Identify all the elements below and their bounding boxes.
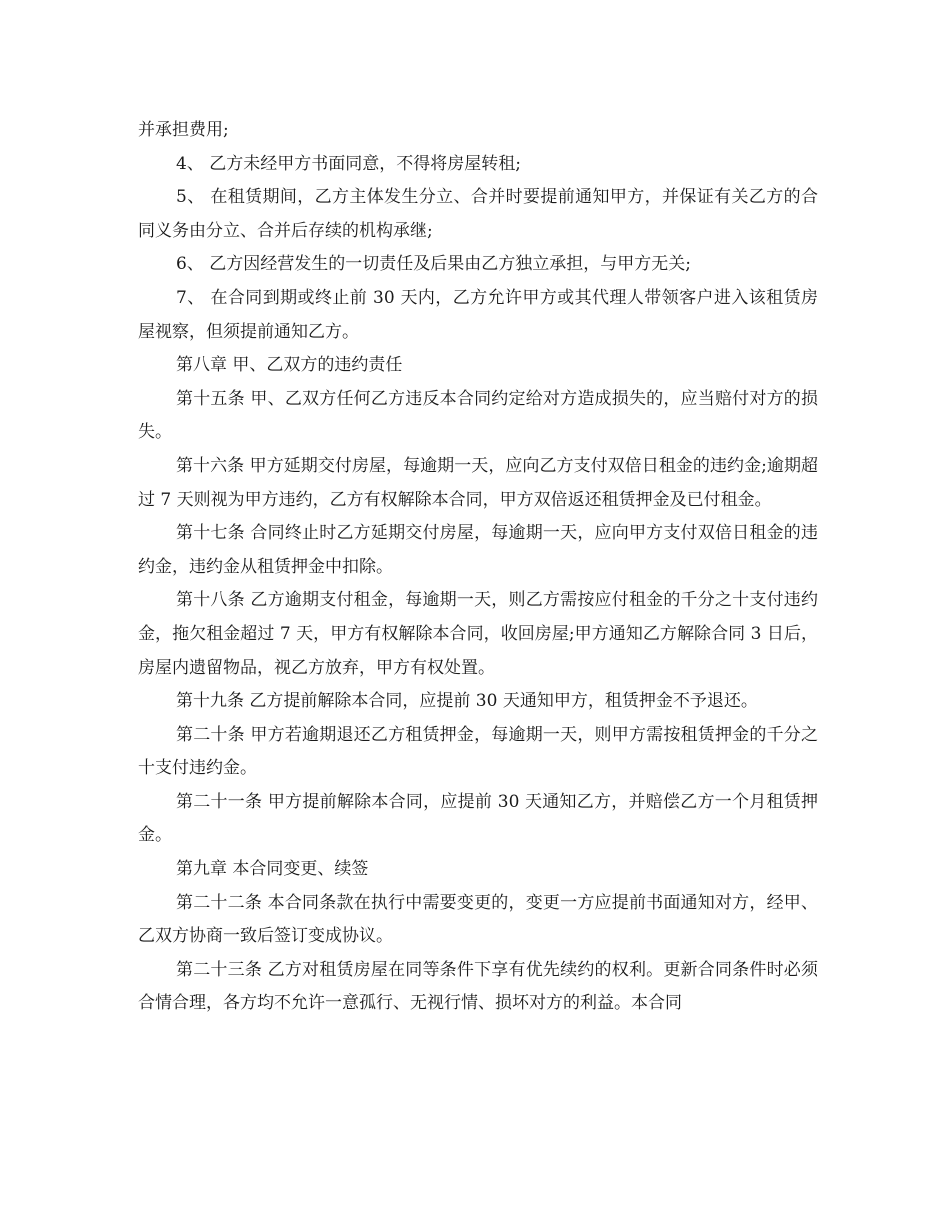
article-15: 第十五条 甲、乙双方任何乙方违反本合同约定给对方造成损失的，应当赔付对方的损失。	[138, 388, 818, 443]
article-21: 第二十一条 甲方提前解除本合同，应提前 30 天通知乙方，并赔偿乙方一个月租赁押金。	[138, 791, 818, 846]
list-item-6: 6、 乙方因经营发生的一切责任及后果由乙方独立承担，与甲方无关;	[176, 254, 691, 275]
list-item-4: 4、 乙方未经甲方书面同意，不得将房屋转租;	[176, 153, 521, 174]
article-16: 第十六条 甲方延期交付房屋，每逾期一天，应向乙方支付双倍日租金的违约金;逾期超过 7 天则视为甲方违约，乙方有权解除本合同，甲方双倍返还租赁押金及已付租金。	[138, 455, 818, 510]
chapter-9-heading: 第九章 本合同变更、续签	[176, 859, 369, 880]
paragraph-continuation: 并承担费用;	[138, 120, 229, 140]
article-23: 第二十三条 乙方对租赁房屋在同等条件下享有优先续约的权利。更新合同条件时必须合情合理，各方均不允许一意孤行、无视行情、损坏对方的利益。本合同	[138, 959, 818, 1014]
article-22: 第二十二条 本合同条款在执行中需要变更的，变更一方应提前书面通知对方，经甲、乙双方协商一致后签订变成协议。	[138, 892, 818, 947]
article-19: 第十九条 乙方提前解除本合同，应提前 30 天通知甲方，租赁押金不予退还。	[176, 691, 758, 712]
article-17: 第十七条 合同终止时乙方延期交付房屋，每逾期一天，应向甲方支付双倍日租金的违约金，违约金从租赁押金中扣除。	[138, 523, 818, 577]
chapter-8-heading: 第八章 甲、乙双方的违约责任	[176, 355, 403, 376]
list-item-7: 7、 在合同到期或终止前 30 天内，乙方允许甲方或其代理人带领客户进入该租赁房屋视察，但须提前通知乙方。	[138, 287, 818, 342]
article-18: 第十八条 乙方逾期支付租金，每逾期一天，则乙方需按应付租金的千分之十支付违约金，拖欠租金超过 7 天，甲方有权解除本合同，收回房屋;甲方通知乙方解除合同 3 日后，房屋内遗留物品，视乙方放弃，甲方有权处置。	[138, 590, 818, 678]
contract-body	[138, 114, 818, 1021]
list-item-5: 5、 在租赁期间，乙方主体发生分立、合并时要提前通知甲方，并保证有关乙方的合同义务由分立、合并后存续的机构承继;	[138, 187, 818, 241]
article-20: 第二十条 甲方若逾期退还乙方租赁押金，每逾期一天，则甲方需按租赁押金的千分之十支付违约金。	[138, 724, 818, 779]
